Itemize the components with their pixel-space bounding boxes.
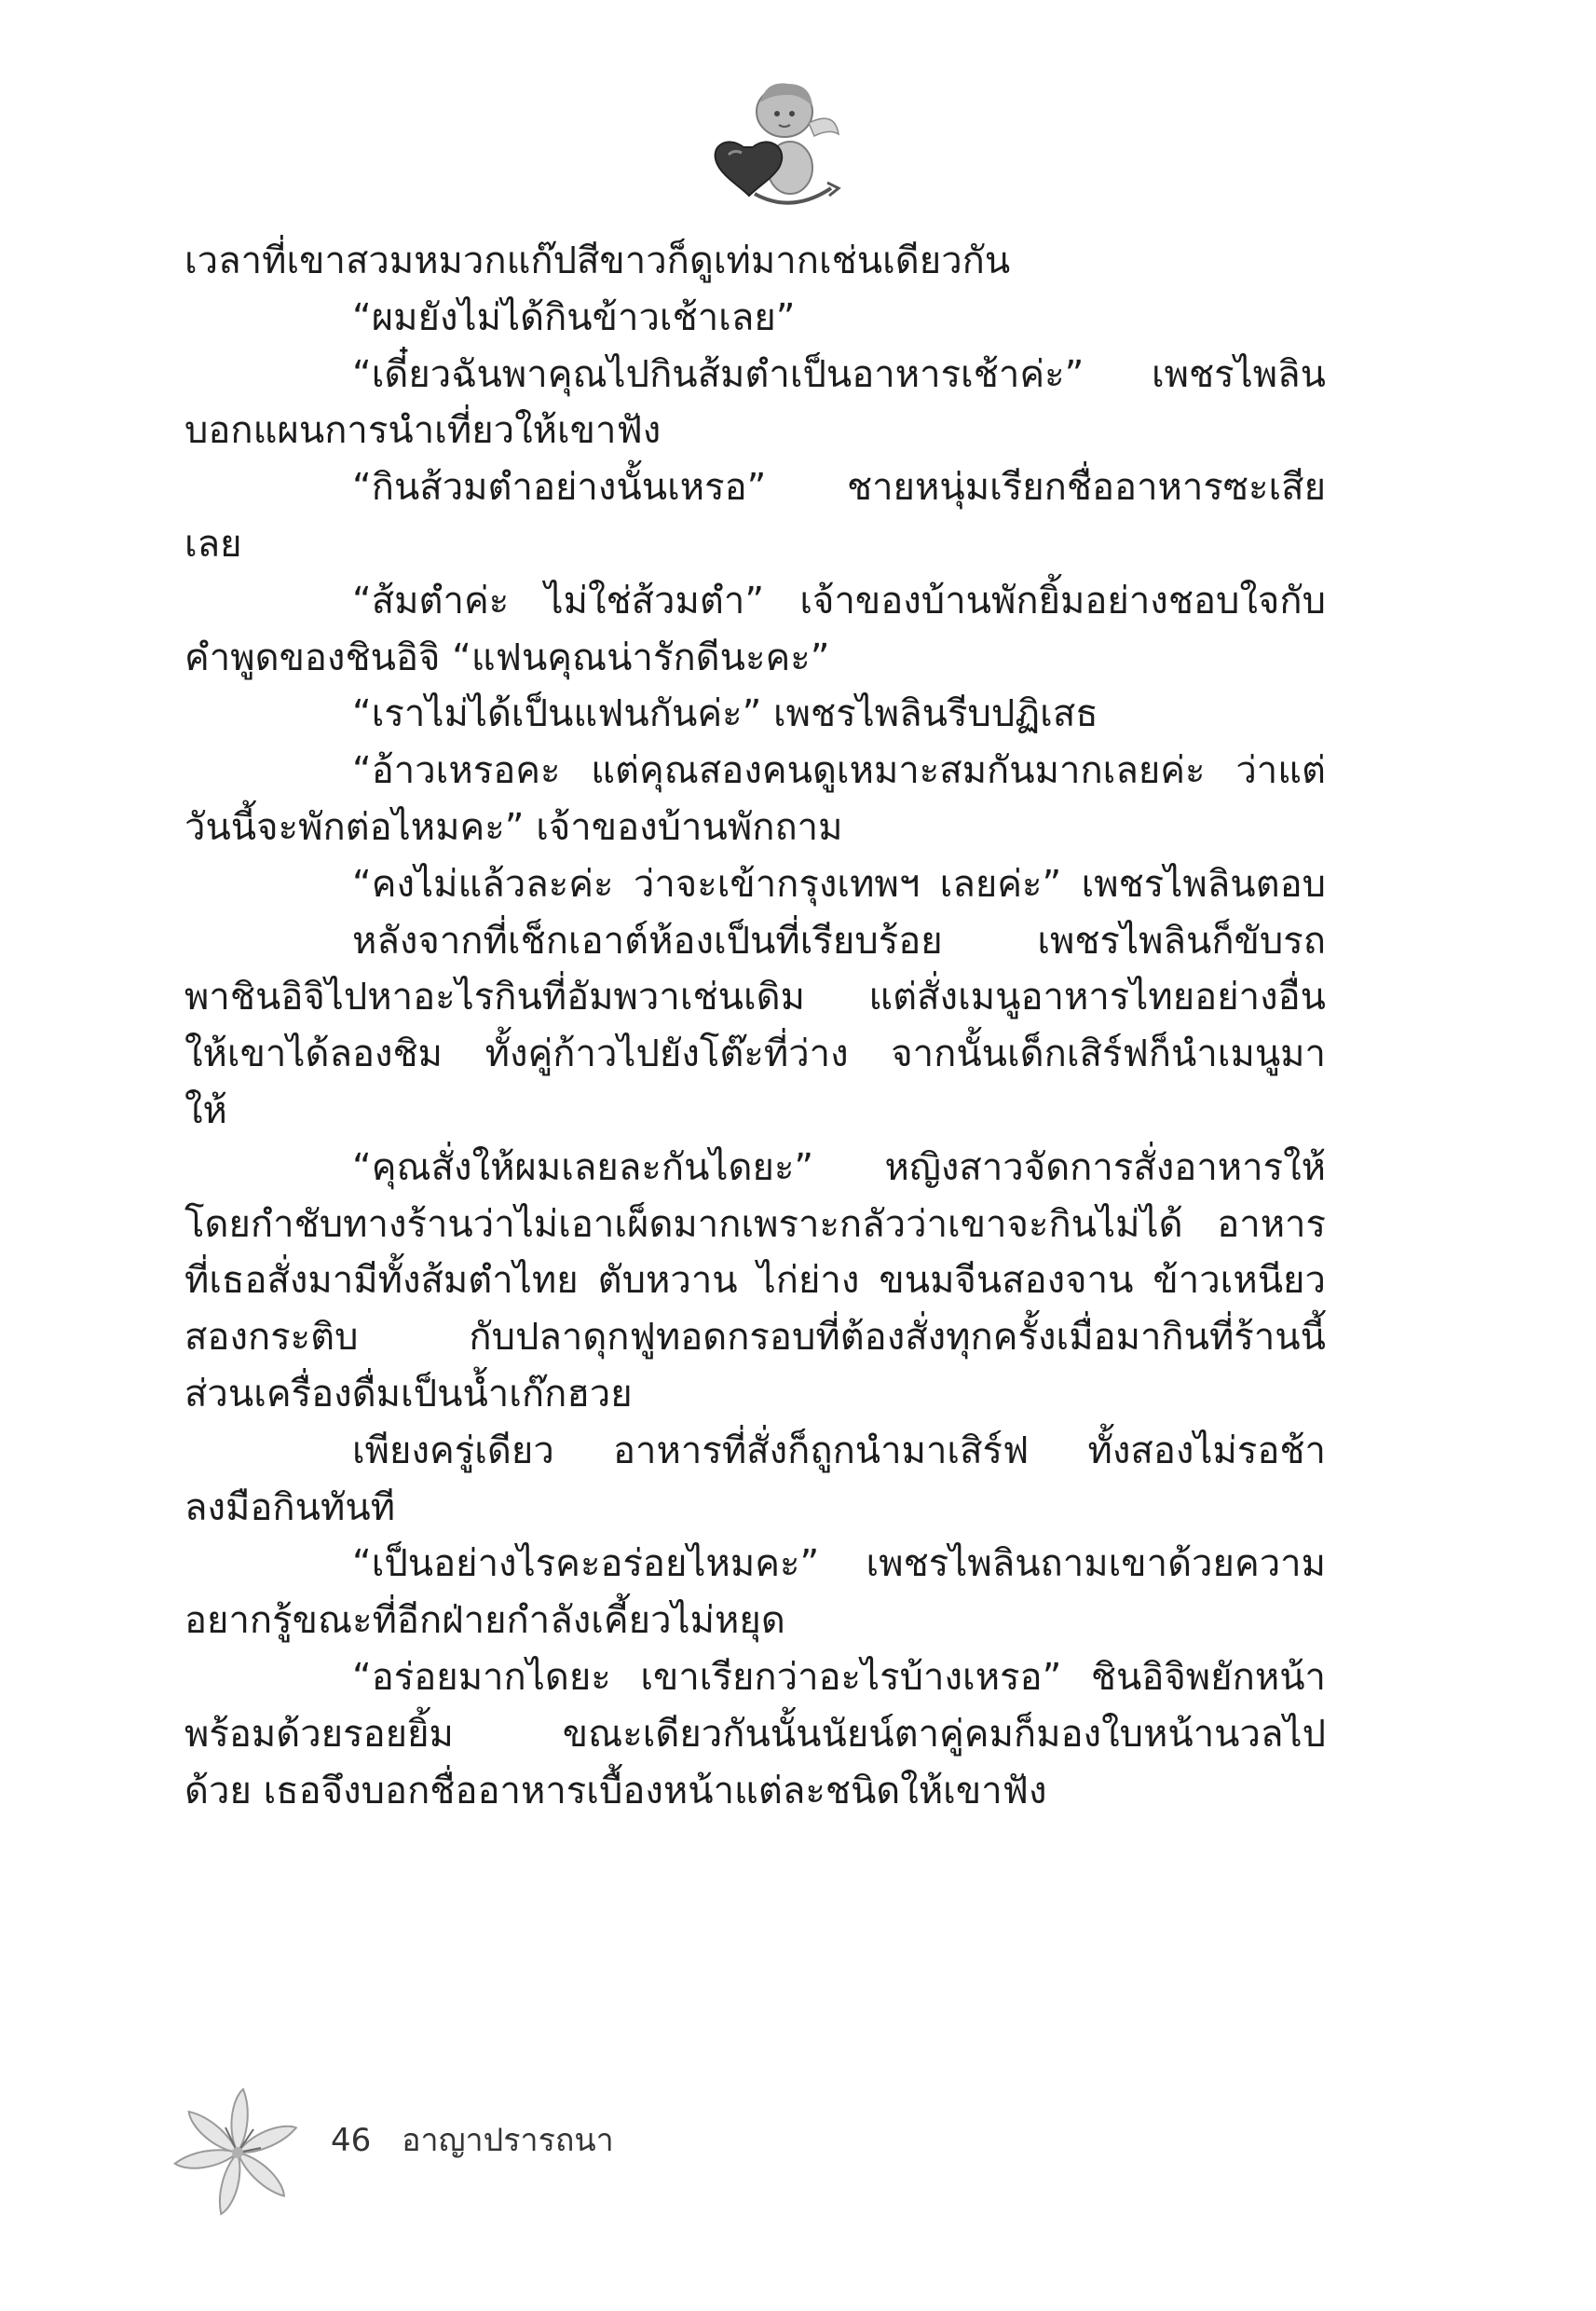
word: ชินอิจิพยักหน้า bbox=[1090, 1655, 1326, 1699]
text-line bbox=[184, 969, 1326, 1026]
word: เพชรไพลินตอบ bbox=[1081, 862, 1326, 906]
word: เพชรไพลินก็ขับรถ bbox=[1037, 919, 1326, 963]
word: “อ้าวเหรอคะ bbox=[352, 749, 561, 793]
text-line bbox=[184, 1140, 1326, 1197]
word: เขาเรียกว่าอะไรบ้างเหรอ” bbox=[640, 1655, 1062, 1699]
text-line bbox=[184, 1309, 1326, 1366]
word: “เป็นอย่างไรคะอร่อยไหมคะ” bbox=[352, 1542, 820, 1586]
text-line bbox=[184, 1536, 1326, 1593]
word: “กินส้วมตำอย่างนั้นเหรอ” bbox=[352, 466, 767, 510]
cupid-holding-heart-icon bbox=[699, 75, 848, 214]
word: เพียงครู่เดียว bbox=[352, 1429, 554, 1472]
word: อาหารที่สั่งก็ถูกนำมาเสิร์ฟ bbox=[613, 1429, 1030, 1472]
word: “เดี๋ยวฉันพาคุณไปกินส้มตำเป็นอาหารเช้าค่ะ” bbox=[352, 352, 1084, 396]
text-line bbox=[184, 347, 1326, 403]
text-line: “ผมยังไม่ได้กินข้าวเช้าเลย” bbox=[352, 295, 796, 339]
text-line bbox=[184, 913, 1326, 970]
text-line: คำพูดของชินอิจิ “แฟนคุณน่ารักดีนะคะ” bbox=[184, 636, 830, 679]
text-line bbox=[184, 1649, 1326, 1706]
word: “อร่อยมากไดยะ bbox=[352, 1655, 611, 1699]
text-line bbox=[184, 856, 1326, 913]
word: “คุณสั่งให้ผมเลยละกันไดยะ” bbox=[352, 1145, 814, 1189]
word: หลังจากที่เช็กเอาต์ห้องเป็นที่เรียบร้อย bbox=[352, 919, 943, 963]
text-line: ด้วย เธอจึงบอกชื่ออาหารเบื้องหน้าแต่ละชนิดให้เขาฟัง bbox=[184, 1769, 1047, 1812]
word: แต่คุณสองคนดูเหมาะสมกันมากเลยค่ะ bbox=[591, 749, 1206, 793]
text-line: เวลาที่เขาสวมหมวกแก๊ปสีขาวก็ดูเท่มากเช่นเดียวกัน bbox=[184, 239, 1011, 282]
text-line bbox=[184, 1197, 1326, 1253]
text-line: วันนี้จะพักต่อไหมคะ” เจ้าของบ้านพักถาม bbox=[184, 805, 843, 849]
word: เลยค่ะ” bbox=[939, 862, 1062, 906]
word: เพชรไพลินถามเขาด้วยความ bbox=[866, 1542, 1326, 1586]
word: ที่เธอสั่งมามีทั้งส้มตำไทย bbox=[184, 1259, 579, 1303]
word: ทั้งสองไม่รอช้า bbox=[1087, 1429, 1326, 1472]
text-line bbox=[184, 459, 1326, 516]
word: พาชินอิจิไปหาอะไรกินที่อัมพวาเช่นเดิม bbox=[184, 976, 806, 1019]
word: ว่าจะเข้ากรุงเทพฯ bbox=[633, 862, 921, 906]
word: ตับหวาน bbox=[597, 1259, 738, 1303]
text-line bbox=[184, 1252, 1326, 1309]
word: ชายหนุ่มเรียกชื่ออาหารซะเสีย bbox=[846, 466, 1326, 510]
text-line: ให้ bbox=[184, 1088, 227, 1132]
word: ขณะเดียวกันนั้นนัยน์ตาคู่คมก็มองใบหน้านวลไป bbox=[562, 1712, 1326, 1756]
text-line: เลย bbox=[184, 522, 242, 566]
word: หญิงสาวจัดการสั่งอาหารให้ bbox=[884, 1145, 1326, 1189]
text-line bbox=[184, 1706, 1326, 1763]
lily-flower-icon bbox=[168, 2083, 307, 2222]
word: ว่าแต่ bbox=[1235, 749, 1326, 793]
word: ไก่ย่าง bbox=[757, 1259, 860, 1303]
word: “คงไม่แล้วละค่ะ bbox=[352, 862, 614, 906]
word: โดยกำชับทางร้านว่าไม่เอาเผ็ดมากเพราะกลัวว่าเขาจะกินไม่ได้ bbox=[184, 1202, 1183, 1246]
word: ขนมจีนสองจาน bbox=[879, 1259, 1134, 1303]
text-line: ลงมือกินทันที bbox=[184, 1485, 396, 1529]
page-number: 46 bbox=[331, 2122, 372, 2159]
text-line: ส่วนเครื่องดื่มเป็นน้ำเก๊กฮวย bbox=[184, 1372, 633, 1415]
text-line: อยากรู้ขณะที่อีกฝ่ายกำลังเคี้ยวไม่หยุด bbox=[184, 1599, 785, 1643]
word: ข้าวเหนียว bbox=[1153, 1259, 1326, 1303]
body-text bbox=[184, 233, 1326, 1819]
text-line bbox=[184, 1026, 1326, 1083]
word: เพชรไพลิน bbox=[1151, 352, 1326, 396]
page-footer bbox=[168, 2083, 820, 2222]
book-title: อาญาปรารถนา bbox=[402, 2122, 614, 2159]
word: ให้เขาได้ลองชิม bbox=[184, 1032, 443, 1076]
text-line bbox=[184, 573, 1326, 630]
text-line bbox=[184, 743, 1326, 800]
word: ทั้งคู่ก้าวไปยังโต๊ะที่ว่าง bbox=[484, 1032, 849, 1076]
word: เจ้าของบ้านพักยิ้มอย่างชอบใจกับ bbox=[799, 579, 1326, 622]
word: พร้อมด้วยรอยยิ้ม bbox=[184, 1712, 454, 1756]
word: แต่สั่งเมนูอาหารไทยอย่างอื่น bbox=[868, 976, 1326, 1019]
folio bbox=[331, 2120, 614, 2161]
word: อาหาร bbox=[1217, 1202, 1326, 1246]
word: กับปลาดุกฟูทอดกรอบที่ต้องสั่งทุกครั้งเมื่อมากินที่ร้านนี้ bbox=[469, 1316, 1326, 1360]
text-line: บอกแผนการนำเที่ยวให้เขาฟัง bbox=[184, 409, 662, 453]
text-line: “เราไม่ได้เป็นแฟนกันค่ะ” เพชรไพลินรีบปฏิเสธ bbox=[352, 692, 1098, 736]
word: ไม่ใช่ส้วมตำ” bbox=[544, 579, 765, 622]
text-line bbox=[184, 1423, 1326, 1480]
word: จากนั้นเด็กเสิร์ฟก็นำเมนูมา bbox=[891, 1032, 1326, 1076]
word: “ส้มตำค่ะ bbox=[352, 579, 510, 622]
word: สองกระติบ bbox=[184, 1316, 359, 1360]
